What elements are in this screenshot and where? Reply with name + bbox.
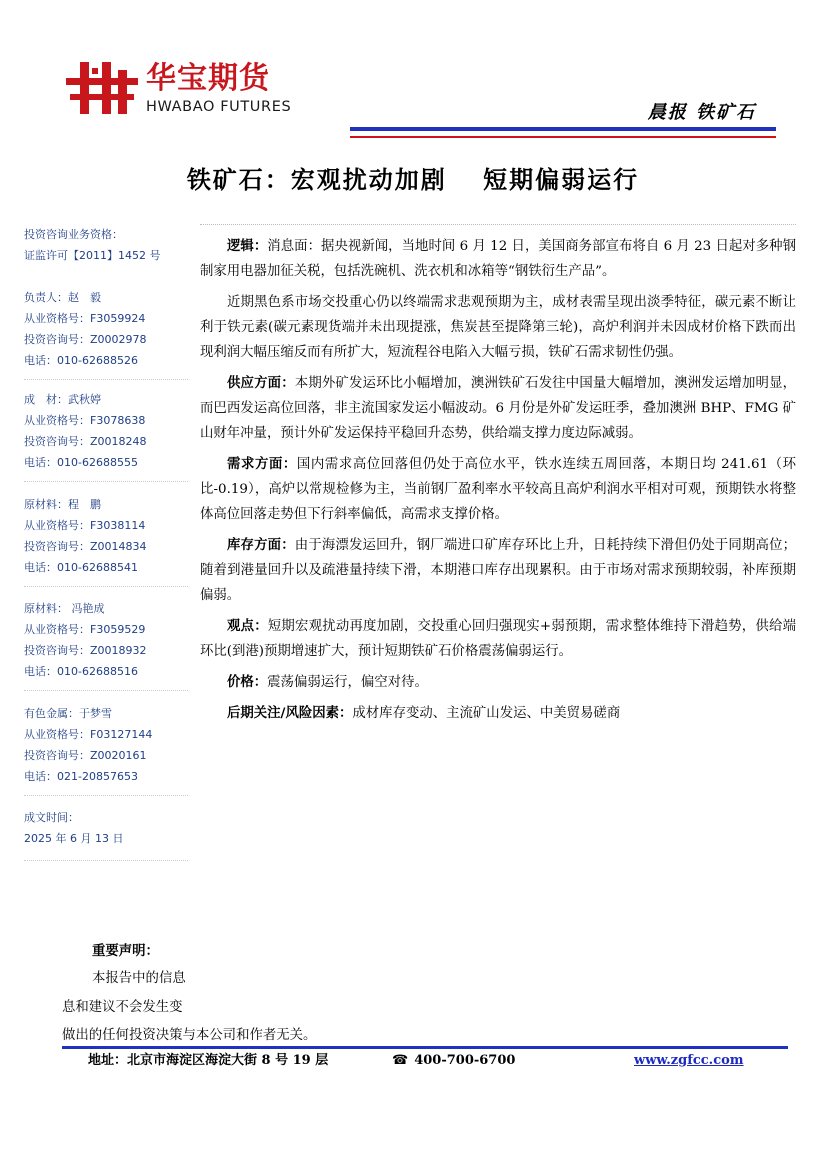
view-paragraph xyxy=(200,614,796,664)
sidebar-divider xyxy=(24,860,188,861)
footer-address: 地址：北京市海淀区海淀大街 8 号 19 层 xyxy=(88,1053,329,1068)
paragraph-label: 后期关注/风险因素： xyxy=(227,705,353,721)
paragraph-text: 国内需求高位回落但仍处于高位水平，铁水连续五周回落，本期日均 241.61（环比-0.19），高炉以常规检修为主，当前钢厂盈利率水平较高且高炉利润水平相对可观，预期铁水将整体高位回落走势但下行斜率偏低，高需求支撑价格。 xyxy=(200,457,796,522)
paragraph-label: 库存方面： xyxy=(227,537,295,553)
paragraph-text: 短期宏观扰动再度加剧，交投重心回归强现实+弱预期，需求整体维持下滑趋势，供给端环比(到港)预期增速扩大，预计短期铁矿石价格震荡偏弱运行。 xyxy=(200,619,797,659)
analyst-phone: 电话：010-62688516 xyxy=(24,665,138,678)
analyst-card xyxy=(24,287,188,371)
analyst-cert: 从业资格号：F03127144 xyxy=(24,728,153,741)
analyst-cert: 从业资格号：F3059529 xyxy=(24,623,146,636)
logo-english-name: HWABAO FUTURES xyxy=(146,99,292,115)
footer-rule xyxy=(62,1046,788,1049)
disclaimer-title: 重要声明： xyxy=(92,943,159,959)
analyst-phone: 电话：010-62688526 xyxy=(24,354,138,367)
paragraph-text: 消息面：据央视新闻，当地时间 6 月 12 日，美国商务部宣布将自 6 月 23 日起对多种钢制家用电器加征关税，包括洗碗机、洗衣机和冰箱等“钢铁衍生产品”。 xyxy=(200,239,796,279)
phone-icon: ☎ xyxy=(392,1053,409,1068)
analyst-card xyxy=(24,598,188,682)
analyst-role: 负责人：赵 毅 xyxy=(24,291,101,304)
disclaimer-line: 做出的任何投资决策与本公司和作者无关。 xyxy=(62,1028,317,1043)
header-rule-blue xyxy=(350,127,776,131)
license-label: 投资咨询业务资格： xyxy=(24,228,123,241)
publish-date-label: 成文时间： xyxy=(24,811,79,824)
analyst-consult: 投资咨询号：Z0018248 xyxy=(24,435,147,448)
title-divider xyxy=(200,224,796,225)
footer-phone xyxy=(392,1052,515,1070)
logo-chinese-name: 华宝期货 xyxy=(146,61,270,96)
analyst-consult: 投资咨询号：Z0020161 xyxy=(24,749,147,762)
logic-paragraph xyxy=(200,234,796,284)
supply-paragraph xyxy=(200,371,796,446)
license-block xyxy=(24,224,188,266)
paragraph-text: 成材库存变动、主流矿山发运、中美贸易磋商 xyxy=(352,706,621,721)
analyst-consult: 投资咨询号：Z0014834 xyxy=(24,540,147,553)
analyst-role: 原材料：程 鹏 xyxy=(24,498,101,511)
sidebar-divider xyxy=(24,379,188,380)
sidebar-divider xyxy=(24,481,188,482)
analyst-cert: 从业资格号：F3059924 xyxy=(24,312,146,325)
analyst-phone: 电话：021-20857653 xyxy=(24,770,138,783)
paragraph-text: 震荡偏弱运行，偏空对待。 xyxy=(267,675,428,690)
company-logo xyxy=(66,60,316,120)
report-title: 铁矿石：宏观扰动加剧 短期偏弱运行 xyxy=(186,165,640,194)
publish-date-value: 2025 年 6 月 13 日 xyxy=(24,832,124,845)
paragraph-label: 观点： xyxy=(227,618,268,634)
report-type-label: 晨报 铁矿石 xyxy=(647,102,756,123)
analyst-card xyxy=(24,494,188,578)
sidebar-divider xyxy=(24,795,188,796)
analyst-card xyxy=(24,703,188,787)
analyst-phone: 电话：010-62688541 xyxy=(24,561,138,574)
paragraph-label: 价格： xyxy=(227,674,268,690)
sidebar-divider xyxy=(24,690,188,691)
analyst-role: 成 材：武秋婷 xyxy=(24,393,101,406)
sidebar-divider xyxy=(24,586,188,587)
analyst-cert: 从业资格号：F3078638 xyxy=(24,414,146,427)
disclaimer-line: 息和建议不会发生变 xyxy=(62,1000,183,1015)
footer-website-link[interactable]: www.zgfcc.com xyxy=(634,1053,744,1068)
footer-phone-number: 400-700-6700 xyxy=(414,1053,516,1068)
paragraph-label: 逻辑： xyxy=(227,238,268,254)
analyst-phone: 电话：010-62688555 xyxy=(24,456,138,469)
price-paragraph xyxy=(200,670,796,695)
paragraph-label: 供应方面： xyxy=(227,375,295,391)
risk-paragraph xyxy=(200,701,796,726)
market-paragraph xyxy=(200,290,796,365)
report-body xyxy=(200,234,796,732)
header-rule-red xyxy=(350,136,776,138)
analyst-consult: 投资咨询号：Z0018932 xyxy=(24,644,147,657)
paragraph-label: 需求方面： xyxy=(227,456,297,472)
paragraph-text: 由于海漂发运回升，钢厂端进口矿库存环比上升，日耗持续下滑但仍处于同期高位；随着到港量回升以及疏港量持续下滑，本期港口库存出现累积。由于市场对需求预期较弱，补库预期偏弱。 xyxy=(200,538,797,603)
paragraph-text: 近期黑色系市场交投重心仍以终端需求悲观预期为主，成材表需呈现出淡季特征，碳元素不断让利于铁元素(碳元素现货端并未出现提涨，焦炭甚至提降第三轮)，高炉利润并未因成材价格下跌而出现利润大幅压缩反而有所扩大，短流程谷电陷入大幅亏损，铁矿石需求韧性仍强。 xyxy=(200,295,796,360)
demand-paragraph xyxy=(200,452,796,527)
analyst-consult: 投资咨询号：Z0002978 xyxy=(24,333,147,346)
license-value: 证监许可【2011】1452 号 xyxy=(24,249,161,262)
analyst-card xyxy=(24,389,188,473)
disclaimer-line: 本报告中的信息 xyxy=(92,971,186,986)
inventory-paragraph xyxy=(200,533,796,608)
publish-date-block xyxy=(24,807,188,849)
paragraph-text: 本期外矿发运环比小幅增加，澳洲铁矿石发往中国量大幅增加，澳洲发运增加明显，而巴西发运高位回落，非主流国家发运小幅波动。6 月份是外矿发运旺季，叠加澳洲 BHP、FMG 矿山财年冲量，预计外矿发运保持平稳回升态势，供给端支撑力度边际减弱。 xyxy=(200,376,797,441)
analyst-role: 有色金属：于梦雪 xyxy=(24,707,112,720)
analyst-cert: 从业资格号：F3038114 xyxy=(24,519,146,532)
analyst-role: 原材料： 冯艳成 xyxy=(24,602,105,615)
hwabao-logo-mark-icon xyxy=(66,60,138,116)
